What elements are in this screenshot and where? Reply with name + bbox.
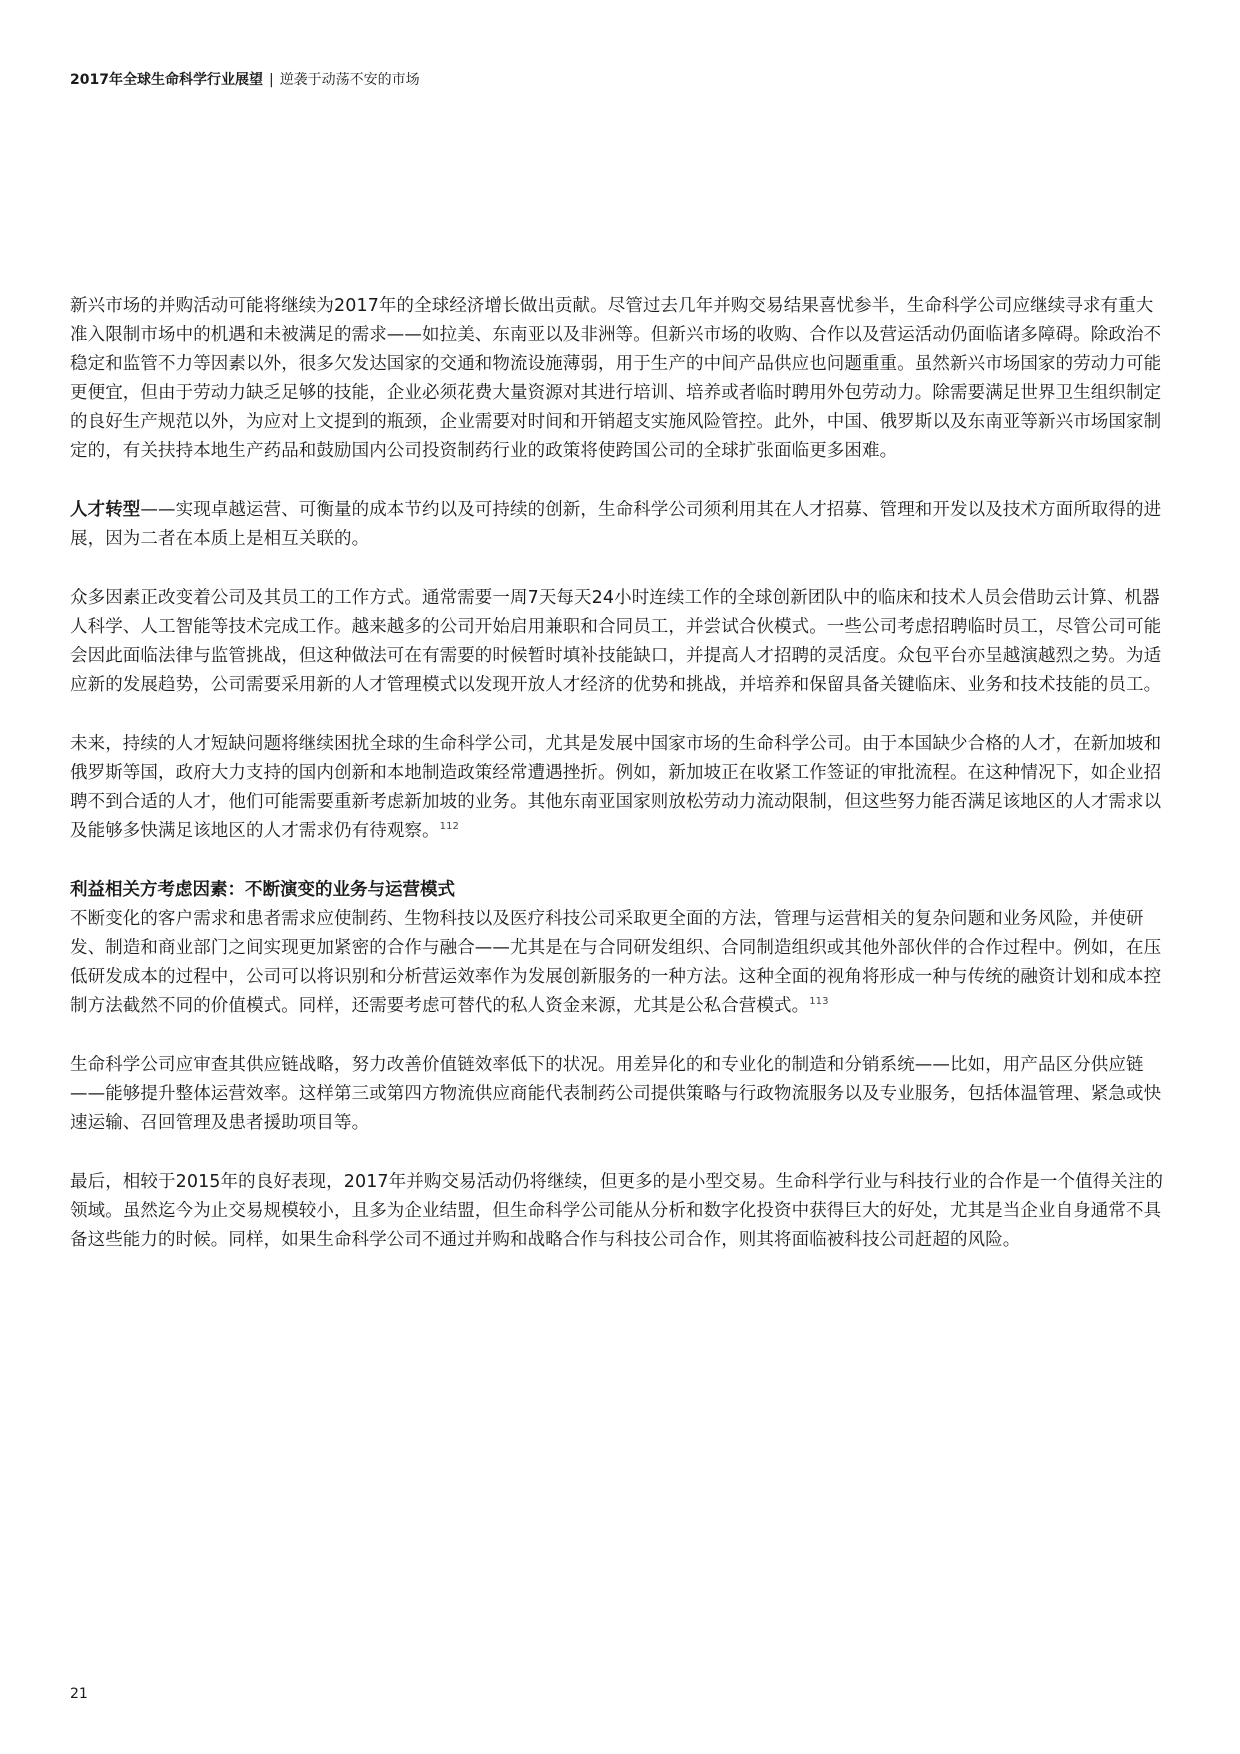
paragraph-text: 众多因素正改变着公司及其员工的工作方式。通常需要一周7天每天24小时连续工作的全球创新团队中的临床和技术人员会借助云计算、机器人科学、人工智能等技术完成工作。越来越多的公司开始启用兼职和合同员工，并尝试合伙模式。一些公司考虑招聘临时员工，尽管公司可能会因此面临法律与监管挑战，但这种做法可在有需要的时候暂时填补技能缺口，并提高人才招聘的灵活度。众包平台亦呈越演越烈之势。为适应新的发展趋势，公司需要采用新的人才管理模式以发现开放人才经济的优势和挑战，并培养和保留具备关键临床、业务和技术技能的员工。 [70, 588, 1162, 695]
paragraph-text: 生命科学公司应审查其供应链战略，努力改善价值链效率低下的状况。用差异化的和专业化的制造和分销系统——比如，用产品区分供应链——能够提升整体运营效率。这样第三或第四方物流供应商能代表制药公司提供策略与行政物流服务以及专业服务，包括体温管理、紧急或快速运输、召回管理及患者援助项目等。 [70, 1055, 1162, 1133]
paragraph-talent-shortage [70, 730, 1170, 846]
paragraph-workforce-change [70, 584, 1170, 700]
paragraph-text: 未来，持续的人才短缺问题将继续困扰全球的生命科学公司，尤其是发展中国家市场的生命科学公司。由于本国缺少合格的人才，在新加坡和俄罗斯等国，政府大力支持的国内创新和本地制造政策经常遭遇挫折。例如，新加坡正在收紧工作签证的审批流程。在这种情况下，如企业招聘不到合适的人才，他们可能需要重新考虑新加坡的业务。其他东南亚国家则放松劳动力流动限制，但这些努力能否满足该地区的人才需求以及能够多快满足该地区的人才需求仍有待观察。 [70, 734, 1162, 841]
report-subtitle: 逆袭于动荡不安的市场 [279, 72, 420, 88]
page-number: 21 [70, 1686, 88, 1702]
paragraph-text: 不断变化的客户需求和患者需求应使制药、生物科技以及医疗科技公司采取更全面的方法，管理与运营相关的复杂问题和业务风险，并使研发、制造和商业部门之间实现更加紧密的合作与融合——尤其是在与合同研发组织、合同制造组织或其他外部伙伴的合作过程中。例如，在压低研发成本的过程中，公司可以将识别和分析营运效率作为发展创新服务的一种方法。这种全面的视角将形成一种与传统的融资计划和成本控制方法截然不同的价值模式。同样，还需要考虑可替代的私人资金来源，尤其是公私合营模式。 [70, 909, 1162, 1016]
paragraph-operating-models [70, 905, 1170, 1021]
footnote-ref: 112 [439, 821, 459, 833]
paragraph-lead: 人才转型 [70, 500, 141, 520]
paragraph-text: 最后，相较于2015年的良好表现，2017年并购交易活动仍将继续，但更多的是小型交易。生命科学行业与科技行业的合作是一个值得关注的领域。虽然迄今为止交易规模较小，且多为企业结盟，但生命科学公司能从分析和数字化投资中获得巨大的好处，尤其是当企业自身通常不具备这些能力的时候。同样，如果生命科学公司不通过并购和战略合作与科技公司合作，则其将面临被科技公司赶超的风险。 [70, 1172, 1164, 1250]
paragraph-text: 新兴市场的并购活动可能将继续为2017年的全球经济增长做出贡献。尽管过去几年并购交易结果喜忧参半，生命科学公司应继续寻求有重大准入限制市场中的机遇和未被满足的需求——如拉美、东南亚以及非洲等。但新兴市场的收购、合作以及营运活动仍面临诸多障碍。除政治不稳定和监管不力等因素以外，很多欠发达国家的交通和物流设施薄弱，用于生产的中间产品供应也问题重重。虽然新兴市场国家的劳动力可能更便宜，但由于劳动力缺乏足够的技能，企业必须花费大量资源对其进行培训、培养或者临时聘用外包劳动力。除需要满足世界卫生组织制定的良好生产规范以外，为应对上文提到的瓶颈，企业需要对时间和开销超支实施风险管控。此外，中国、俄罗斯以及东南亚等新兴市场国家制定的，有关扶持本地生产药品和鼓励国内公司投资制药行业的政策将使跨国公司的全球扩张面临更多困难。 [70, 296, 1162, 461]
paragraph-ma-outlook [70, 1168, 1170, 1255]
paragraph-supply-chain [70, 1051, 1170, 1138]
running-header [70, 70, 420, 90]
report-title: 2017年全球生命科学行业展望 [70, 72, 263, 88]
main-content [70, 292, 1170, 1285]
paragraph-emerging-markets [70, 292, 1170, 466]
paragraph-talent-transformation [70, 496, 1170, 554]
section-heading: 利益相关方考虑因素：不断演变的业务与运营模式 [70, 880, 455, 900]
paragraph-text: ——实现卓越运营、可衡量的成本节约以及可持续的创新，生命科学公司须利用其在人才招募、管理和开发以及技术方面所取得的进展，因为二者在本质上是相互关联的。 [70, 500, 1162, 549]
header-separator: | [268, 72, 274, 88]
footnote-ref: 113 [809, 996, 829, 1008]
